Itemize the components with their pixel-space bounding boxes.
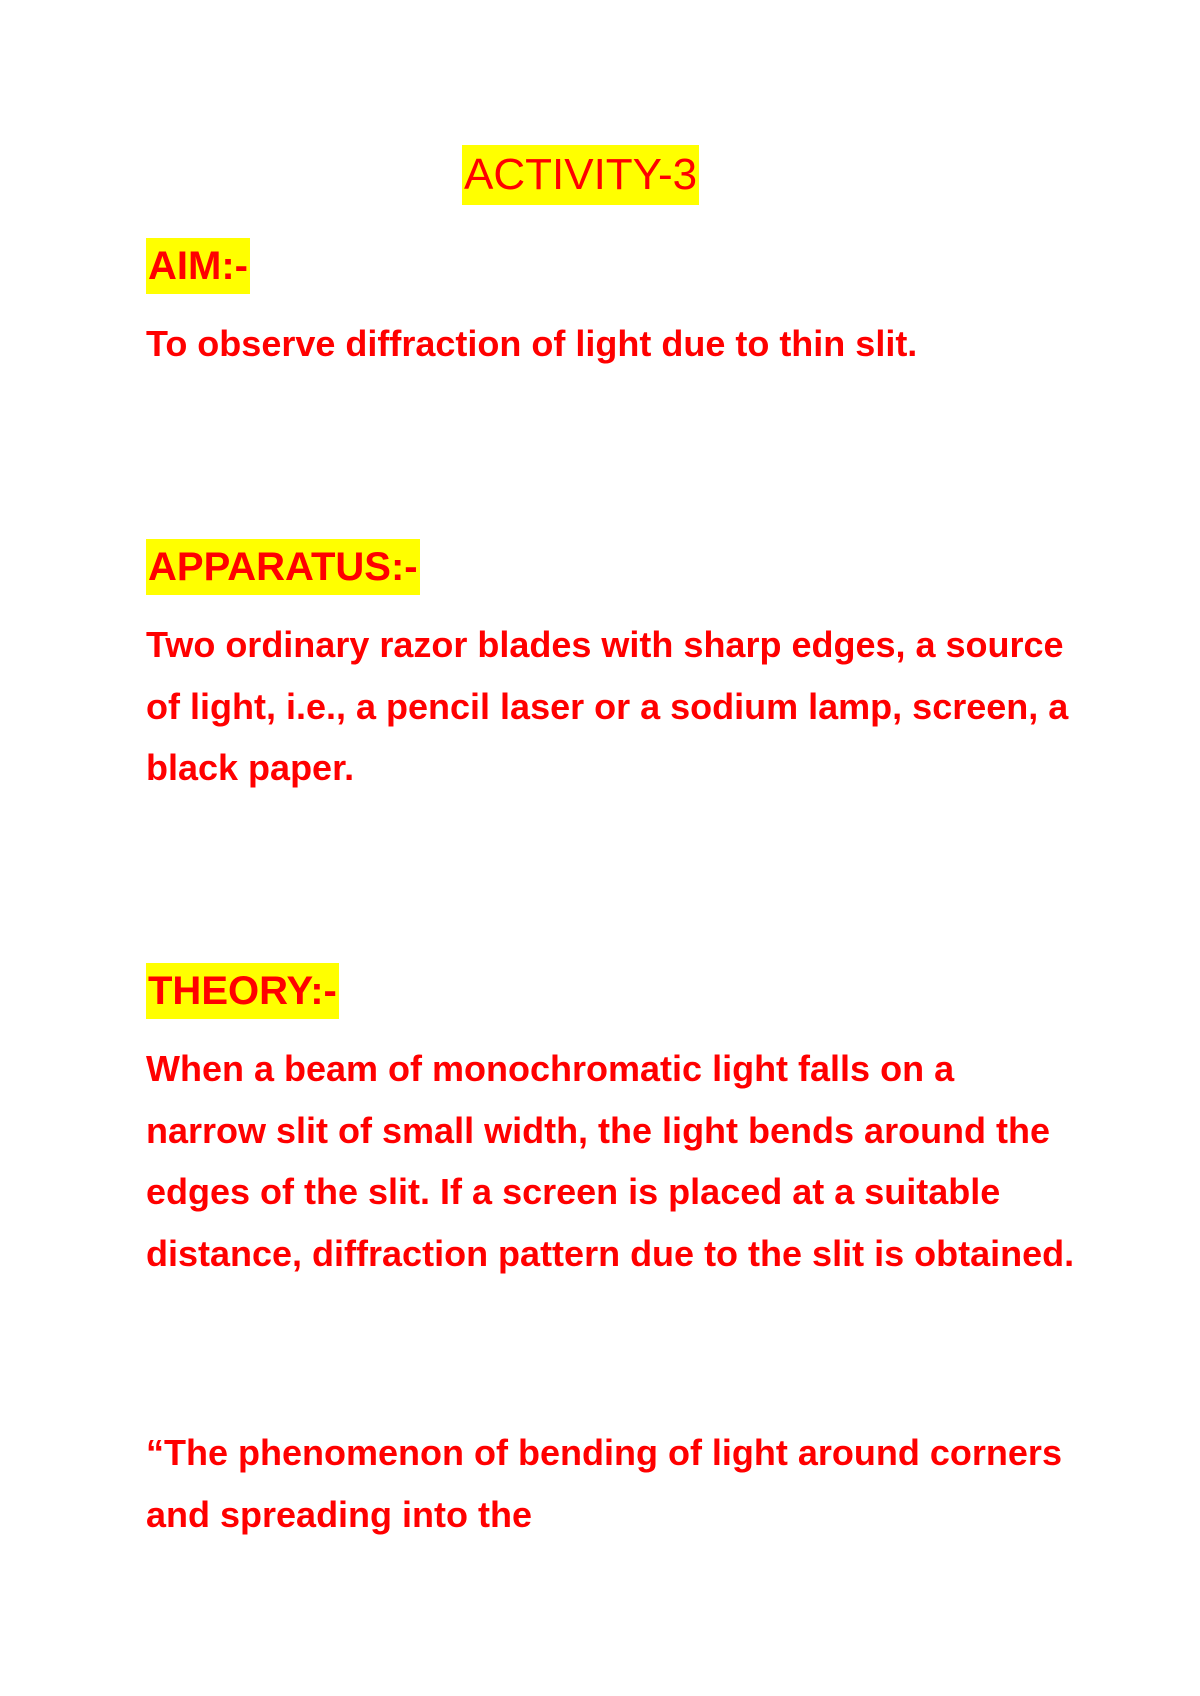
aim-text: To observe diffraction of light due to thin slit. bbox=[146, 323, 918, 364]
aim-heading bbox=[146, 238, 250, 294]
theory-heading-highlight: THEORY:- bbox=[146, 963, 339, 1019]
apparatus-heading bbox=[146, 539, 420, 595]
theory-heading bbox=[146, 963, 339, 1019]
apparatus-text: Two ordinary razor blades with sharp edges, a source of light, i.e., a pencil laser or a sodium lamp, screen, a black paper. bbox=[146, 624, 1069, 788]
aim-heading-highlight: AIM:- bbox=[146, 238, 250, 294]
apparatus-heading-highlight: APPARATUS:- bbox=[146, 539, 420, 595]
theory-quote: “The phenomenon of bending of light around corners and spreading into the bbox=[146, 1432, 1062, 1535]
title-highlight: ACTIVITY-3 bbox=[462, 145, 699, 205]
theory-text: When a beam of monochromatic light falls on a narrow slit of small width, the light bends around the edges of the slit. If a screen is placed at a suitable distance, diffraction pattern due to the slit is obtained. bbox=[146, 1048, 1075, 1274]
page-title bbox=[462, 145, 699, 205]
